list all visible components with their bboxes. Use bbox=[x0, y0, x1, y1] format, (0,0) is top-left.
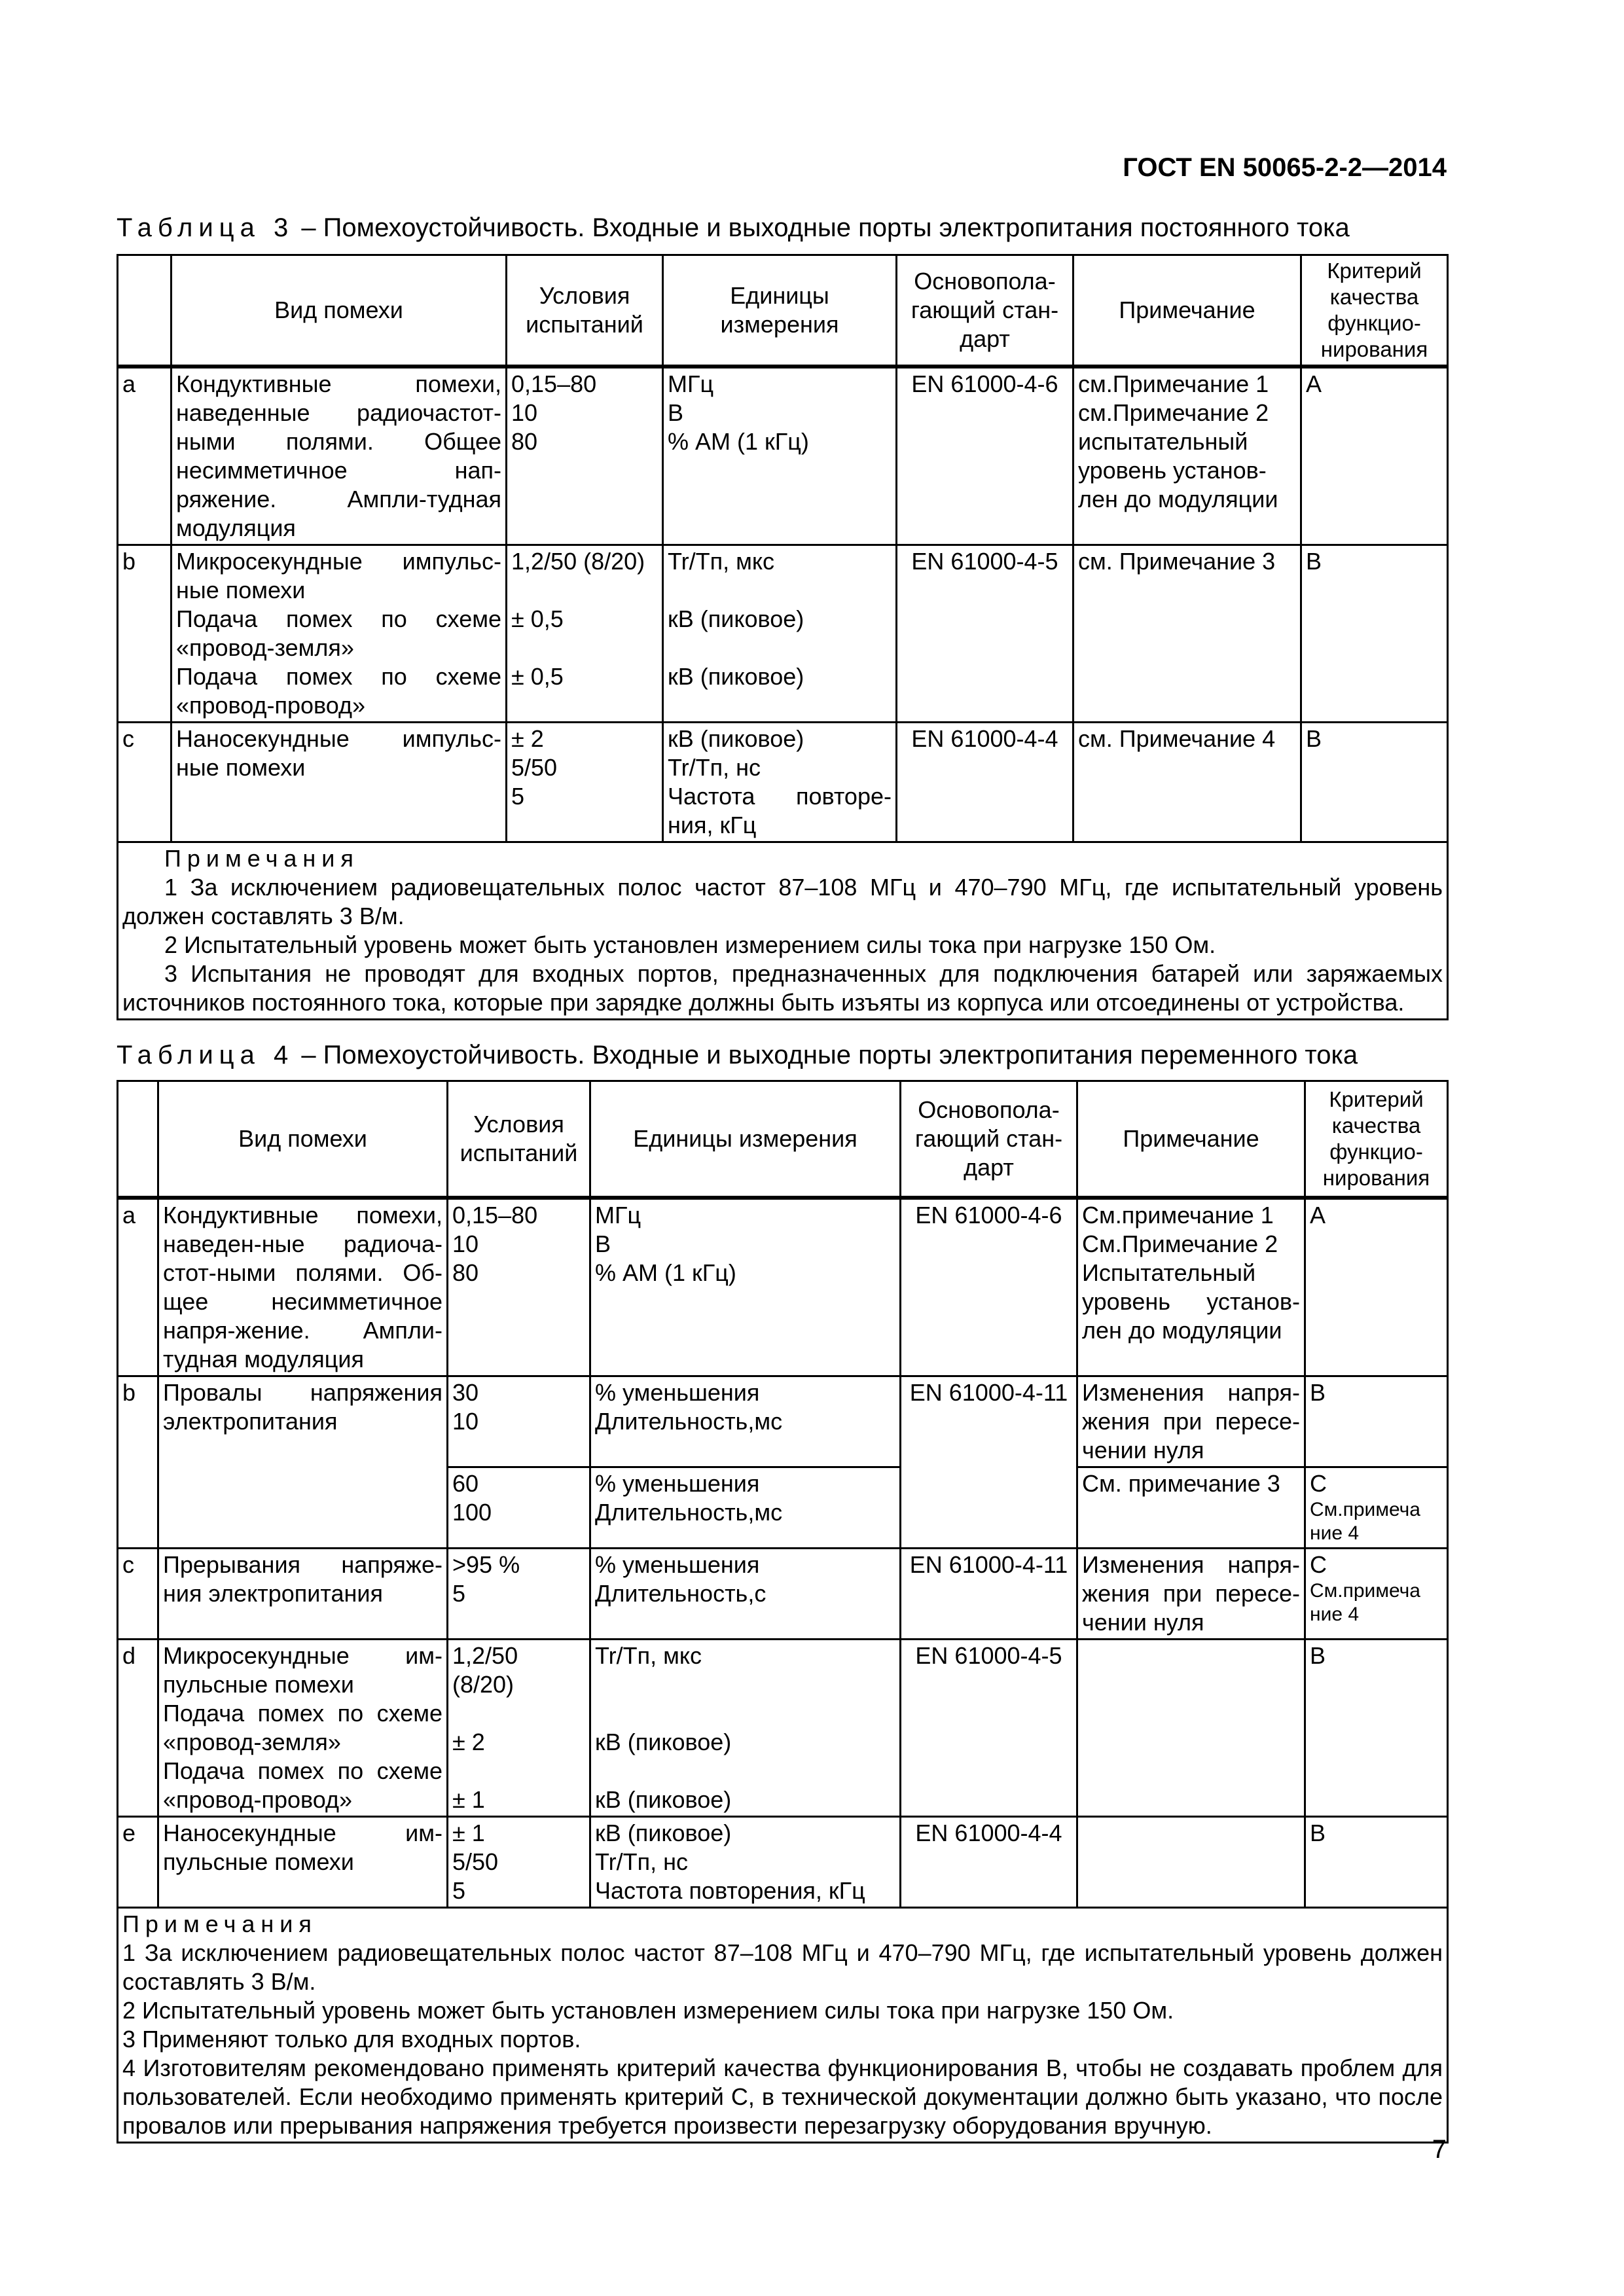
header-criterion: Критерий качества функцио- нирования bbox=[1305, 1081, 1448, 1198]
criterion: B bbox=[1305, 1639, 1448, 1816]
row-id: c bbox=[118, 722, 171, 842]
table4-header-row bbox=[118, 1081, 1448, 1198]
header-standard: Основопола- гающий стан- дарт bbox=[897, 255, 1074, 367]
criterion: B bbox=[1301, 545, 1448, 722]
test-conditions: >95 % 5 bbox=[448, 1548, 590, 1639]
row-id: b bbox=[118, 545, 171, 722]
criterion: B bbox=[1301, 722, 1448, 842]
row-id: d bbox=[118, 1639, 158, 1816]
table-row bbox=[118, 545, 1448, 722]
table3-caption-text: – Помехоустойчивость. Входные и выходные порты электропитания постоянного тока bbox=[294, 213, 1350, 242]
table3-caption-lead: Таблица 3 bbox=[117, 213, 295, 242]
note-item: 4 Изготовителям рекомендовано применять критерий качества функционирования B, чтобы не создавать проблем для пользователей. Если необходимо применять критерий C, в технической документации должно быть указано, что после провалов или прерывания напряжения требуется произвести перезагрузку оборудования вручную. bbox=[122, 2054, 1443, 2139]
basic-standard: EN 61000-4-4 bbox=[901, 1816, 1077, 1907]
table-3 bbox=[117, 254, 1449, 1020]
disturbance-type: Наносекундные импульс- ные помехи bbox=[171, 722, 507, 842]
note bbox=[1077, 1816, 1305, 1907]
test-conditions: 0,15–80 10 80 bbox=[507, 367, 663, 545]
row-id: a bbox=[118, 1198, 158, 1376]
disturbance-type: Провалы напряжения электропитания bbox=[158, 1376, 448, 1548]
header-note: Примечание bbox=[1074, 255, 1301, 367]
basic-standard: EN 61000-4-11 bbox=[901, 1548, 1077, 1639]
units: % уменьшения Длительность,мс bbox=[590, 1467, 901, 1548]
table-row bbox=[118, 1376, 1448, 1467]
disturbance-type: Микросекундные им- пульсные помехи Подача помех по схеме «провод-земля» Подача помех по схеме «провод-провод» bbox=[158, 1639, 448, 1816]
note: см. Примечание 4 bbox=[1074, 722, 1301, 842]
note-item: 3 Испытания не проводят для входных портов, предназначенных для подключения батарей или заряжаемых источников постоянного тока, которые при зарядке должны быть изъяты из корпуса или отсоединены от устройства. bbox=[122, 960, 1443, 1016]
criterion: A bbox=[1305, 1198, 1448, 1376]
units: % уменьшения Длительность,с bbox=[590, 1548, 901, 1639]
header-criterion: Критерий качества функцио- нирования bbox=[1301, 255, 1448, 367]
header-type: Вид помехи bbox=[158, 1081, 448, 1198]
basic-standard: EN 61000-4-11 bbox=[901, 1376, 1077, 1548]
table4-caption-text: – Помехоустойчивость. Входные и выходные порты электропитания переменного тока bbox=[294, 1041, 1358, 1069]
table4-caption bbox=[117, 1041, 1358, 1070]
disturbance-type: Наносекундные им- пульсные помехи bbox=[158, 1816, 448, 1907]
table-row bbox=[118, 1639, 1448, 1816]
header-units: Единицы измерения bbox=[663, 255, 897, 367]
header-note: Примечание bbox=[1077, 1081, 1305, 1198]
criterion: C См.примеча ние 4 bbox=[1305, 1548, 1448, 1639]
table-row bbox=[118, 1816, 1448, 1907]
units: Tr/Tп, мкс кВ (пиковое) кВ (пиковое) bbox=[590, 1639, 901, 1816]
basic-standard: EN 61000-4-6 bbox=[901, 1198, 1077, 1376]
document-header: ГОСТ EN 50065-2-2—2014 bbox=[1123, 153, 1447, 182]
table-row bbox=[118, 722, 1448, 842]
table-4 bbox=[117, 1080, 1449, 2144]
criterion: B bbox=[1305, 1376, 1448, 1467]
header-index-cell bbox=[118, 255, 171, 367]
note-item: 2 Испытательный уровень может быть установлен измерением силы тока при нагрузке 150 Ом. bbox=[122, 1996, 1174, 2024]
header-index-cell bbox=[118, 1081, 158, 1198]
row-id: c bbox=[118, 1548, 158, 1639]
note: см. Примечание 3 bbox=[1074, 545, 1301, 722]
notes-title: Примечания bbox=[164, 844, 359, 872]
basic-standard: EN 61000-4-6 bbox=[897, 367, 1074, 545]
note-item: 2 Испытательный уровень может быть установлен измерением силы тока при нагрузке 150 Ом. bbox=[164, 931, 1216, 958]
note: Изменения напря- жения при пересе- чении нуля bbox=[1077, 1548, 1305, 1639]
units: МГц В % АМ (1 кГц) bbox=[663, 367, 897, 545]
header-units: Единицы измерения bbox=[590, 1081, 901, 1198]
test-conditions: 30 10 bbox=[448, 1376, 590, 1467]
note-item: 1 За исключением радиовещательных полос частот 87–108 МГц и 470–790 МГц, где испытательный уровень должен составлять 3 В/м. bbox=[122, 1939, 1443, 1995]
test-conditions: 1,2/50 (8/20) ± 0,5 ± 0,5 bbox=[507, 545, 663, 722]
table3-caption bbox=[117, 213, 1350, 243]
note-item: 3 Применяют только для входных портов. bbox=[122, 2025, 581, 2053]
units: МГц В % АМ (1 кГц) bbox=[590, 1198, 901, 1376]
test-conditions: 0,15–80 10 80 bbox=[448, 1198, 590, 1376]
test-conditions: 1,2/50 (8/20) ± 2 ± 1 bbox=[448, 1639, 590, 1816]
disturbance-type: Прерывания напряже- ния электропитания bbox=[158, 1548, 448, 1639]
header-type: Вид помехи bbox=[171, 255, 507, 367]
basic-standard: EN 61000-4-5 bbox=[897, 545, 1074, 722]
table3-header-row bbox=[118, 255, 1448, 367]
disturbance-type: Кондуктивные помехи, наведенные радиочастот- ными полями. Общее несимметичное нап- ряжение. Ампли-тудная модуляция bbox=[171, 367, 507, 545]
units: кВ (пиковое) Tr/Tп, нс Частота повторе- ния, кГц bbox=[663, 722, 897, 842]
criterion: C См.примеча ние 4 bbox=[1305, 1467, 1448, 1548]
note: См.примечание 1 См.Примечание 2 Испытательный уровень установ- лен до модуляции bbox=[1077, 1198, 1305, 1376]
criterion: B bbox=[1305, 1816, 1448, 1907]
note-item: 1 За исключением радиовещательных полос частот 87–108 МГц и 470–790 МГц, где испытательный уровень должен составлять 3 В/м. bbox=[122, 873, 1443, 929]
header-standard: Основопола- гающий стан- дарт bbox=[901, 1081, 1077, 1198]
basic-standard: EN 61000-4-4 bbox=[897, 722, 1074, 842]
basic-standard: EN 61000-4-5 bbox=[901, 1639, 1077, 1816]
table3-notes-row bbox=[118, 842, 1448, 1019]
note bbox=[1077, 1639, 1305, 1816]
units: кВ (пиковое) Tr/Tп, нс Частота повторения, кГц bbox=[590, 1816, 901, 1907]
page-number: 7 bbox=[1432, 2135, 1447, 2164]
header-conditions: Условия испытаний bbox=[448, 1081, 590, 1198]
note: См. примечание 3 bbox=[1077, 1467, 1305, 1548]
table4-notes-row bbox=[118, 1907, 1448, 2142]
disturbance-type: Микросекундные импульс- ные помехи Подача помех по схеме «провод-земля» Подача помех по схеме «провод-провод» bbox=[171, 545, 507, 722]
table-row bbox=[118, 1198, 1448, 1376]
test-conditions: 60 100 bbox=[448, 1467, 590, 1548]
table-row bbox=[118, 1548, 1448, 1639]
test-conditions: ± 1 5/50 5 bbox=[448, 1816, 590, 1907]
table3-notes bbox=[118, 842, 1448, 1019]
notes-title: Примечания bbox=[122, 1910, 317, 1937]
table-row bbox=[118, 367, 1448, 545]
row-id: e bbox=[118, 1816, 158, 1907]
table4-notes bbox=[118, 1907, 1448, 2142]
row-id: a bbox=[118, 367, 171, 545]
note: см.Примечание 1 см.Примечание 2 испытательный уровень установ- лен до модуляции bbox=[1074, 367, 1301, 545]
units: % уменьшения Длительность,мс bbox=[590, 1376, 901, 1467]
criterion: A bbox=[1301, 367, 1448, 545]
table4-caption-lead: Таблица 4 bbox=[117, 1041, 295, 1069]
note: Изменения напря- жения при пересе- чении нуля bbox=[1077, 1376, 1305, 1467]
disturbance-type: Кондуктивные помехи, наведен-ные радиоча- стот-ными полями. Об- щее несимметичное напря-жение. Ампли- тудная модуляция bbox=[158, 1198, 448, 1376]
units: Tr/Tп, мкс кВ (пиковое) кВ (пиковое) bbox=[663, 545, 897, 722]
row-id: b bbox=[118, 1376, 158, 1548]
test-conditions: ± 2 5/50 5 bbox=[507, 722, 663, 842]
header-conditions: Условия испытаний bbox=[507, 255, 663, 367]
